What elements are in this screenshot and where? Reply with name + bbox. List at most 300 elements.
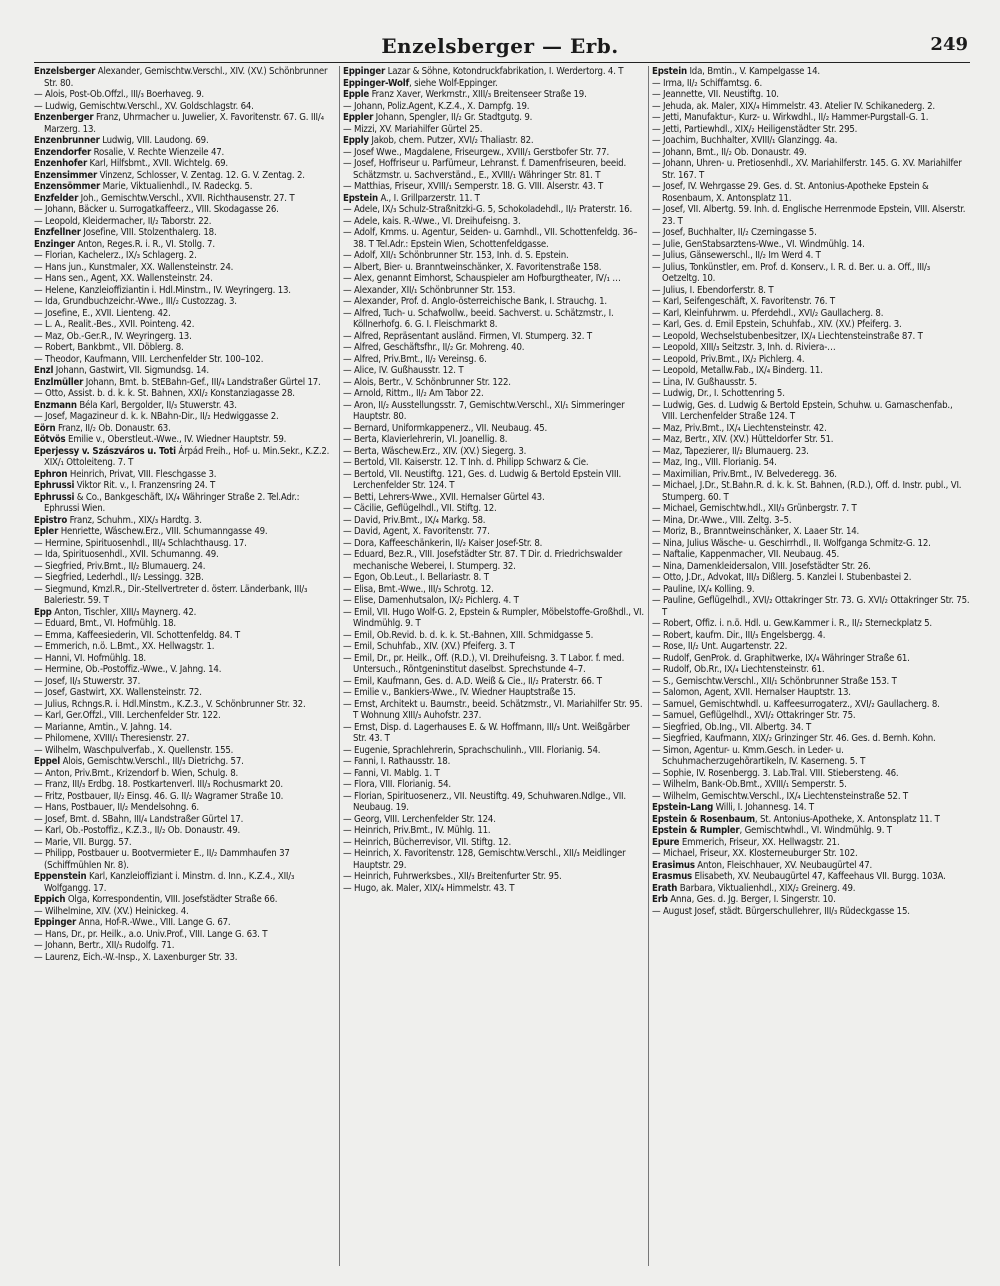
directory-entry <box>652 664 970 676</box>
entry-text: — Josef Wwe., Magdalene, Friseurgew., XVIII/₁ Gerstbofer Str. 77. <box>343 146 610 158</box>
directory-entry <box>343 653 645 676</box>
column-divider <box>339 66 340 1266</box>
entry-text: Alexander, Gemischtw.Verschl., XIV. (XV.) Schönbrunner Str. 80. <box>44 66 328 89</box>
directory-entry <box>34 354 336 366</box>
directory-entry <box>652 204 970 227</box>
directory-entry <box>343 101 645 113</box>
entry-text: — Robert, Offiz. i. n.ö. Hdl. u. Gew.Kammer i. R., II/₂ Sterneckplatz 5. <box>652 618 932 629</box>
entry-text: Lazar & Söhne, Kotondruckfabrikation, I. Werdertorg. 4. T <box>385 66 624 77</box>
entry-text: — Berta, Klavierlehrerin, VI. Joanellig. 8. <box>343 434 508 445</box>
directory-entry <box>652 618 970 630</box>
entry-surname: Enzenberger <box>34 112 94 123</box>
entry-text: — Samuel, Gemischtwhdl. u. Kaffeesurrogaterz., XVI/₂ Gaullacherg. 8. <box>652 698 940 710</box>
entry-text: — Adele, IX/₃ Schulz-Straßnitzki-G. 5, Schokoladehdl., II/₂ Praterstr. 16. <box>343 204 633 215</box>
directory-entry <box>652 802 970 814</box>
entry-text: — Heinrich, Bücherrevisor, VII. Stiftg. 12. <box>343 836 512 848</box>
directory-entry <box>652 101 970 113</box>
entry-text: — Otto, Assist. b. d. k. k. St. Bahnen, XXI/₂ Konstanziagasse 28. <box>34 388 295 399</box>
directory-entry <box>34 66 336 89</box>
directory-entry <box>343 250 645 262</box>
entry-text: — Hermine, Ob.-Postoffiz.-Wwe., V. Jahng. 14. <box>34 664 222 675</box>
directory-entry <box>343 699 645 722</box>
directory-entry <box>652 814 970 826</box>
entry-text: — Alfred, Tuch- u. Schafwollw., beeid. Sachverst. u. Schätzmstr., I. Köllnerhofg. 6. G. I. Fleischmarkt 8. <box>343 307 614 330</box>
directory-entry <box>34 492 336 515</box>
entry-text: Viktor Rit. v., I. Franzensring 24. T <box>74 480 216 491</box>
entry-text: — Fanni, VI. Mablg. 1. T <box>343 767 440 779</box>
directory-entry <box>343 607 645 630</box>
directory-entry <box>343 538 645 550</box>
directory-entry <box>34 906 336 918</box>
directory-entry <box>343 883 645 895</box>
directory-entry <box>34 687 336 699</box>
directory-entry <box>34 561 336 573</box>
entry-text: Josefine, VIII. Stolzenthalerg. 18. <box>80 227 217 238</box>
entry-surname: Epistro <box>34 514 68 526</box>
directory-entry <box>652 262 970 285</box>
entry-text: — Adolf, Kmms. u. Agentur, Seiden- u. Garnhdl., VII. Schottenfeldg. 36–38. T Tel.Adr.: Epstein Wien, Schottenfeldgasse. <box>343 227 638 250</box>
entry-text: — Josef, II/₃ Stuwerstr. 37. <box>34 675 141 687</box>
entry-text: — Simon, Agentur- u. Kmm.Gesch. in Leder- u. Schuhmacherzugehörartikeln, IV. Kaserneng. 5. T <box>652 744 866 767</box>
directory-entry <box>652 296 970 308</box>
entry-text: — Maz, Ob.-Ger.R., IV. Weyringerg. 13. <box>34 330 192 342</box>
entry-text: — Ernst, Architekt u. Baumstr., beeid. Schätzmstr., VI. Mariahilfer Str. 95. T Wohnung XIII/₃ Auhofstr. 237. <box>343 698 643 721</box>
directory-entry <box>34 204 336 216</box>
entry-text: — Leopold, Priv.Bmt., IX/₂ Pichlerg. 4. <box>652 353 805 365</box>
entry-text: — Helene, Kanzleioffiziantin i. Hdl.Minstm., IV. Weyringerg. 13. <box>34 284 291 296</box>
entry-surname: Enzelsberger <box>34 66 96 77</box>
entry-text: — Hanni, VI. Hofmühlg. 18. <box>34 652 146 664</box>
entry-text: — Leopold, Kleidermacher, II/₂ Taborstr. 22. <box>34 215 212 227</box>
directory-entry <box>652 423 970 435</box>
directory-entry <box>652 630 970 642</box>
directory-entry <box>343 78 645 90</box>
entry-surname: Eötvös <box>34 434 66 445</box>
entry-text: — Alfred, Priv.Bmt., II/₂ Vereinsg. 6. <box>343 353 487 365</box>
entry-text: — Emil, Dr., pr. Heilk., Off. (R.D.), VI. Dreihufeisng. 3. T Labor. f. med. Untersuch., Röntgeninstitut daselbst. Sprechstunde 4–7. <box>343 652 625 675</box>
entry-text: — Josef, Magazineur d. k. k. NBahn-Dir., II/₂ Hedwiggasse 2. <box>34 411 279 422</box>
directory-entry <box>343 124 645 136</box>
entry-text: Franz, Schuhm., XIX/₃ Hardtg. 3. <box>67 514 202 526</box>
directory-entry <box>343 584 645 596</box>
column-right <box>652 66 970 1266</box>
directory-entry <box>343 342 645 354</box>
entry-text: — Julius, I. Ebendorferstr. 8. T <box>652 284 774 296</box>
entry-surname: Ephron <box>34 468 68 480</box>
directory-entry <box>34 710 336 722</box>
directory-entry <box>34 469 336 481</box>
entry-text: — Ludwig, Dr., I. Schottenring 5. <box>652 388 785 399</box>
directory-entry <box>343 89 645 101</box>
directory-entry <box>34 676 336 688</box>
entry-text: Johann, Bmt. b. StEBahn-Gef., III/₄ Landstraßer Gürtel 17. <box>83 376 321 388</box>
entry-surname: Erath <box>652 882 678 894</box>
entry-text: — David, Agent, X. Favoritenstr. 77. <box>343 526 490 537</box>
directory-entry <box>652 561 970 573</box>
entry-text: — Siegfried, Kaufmann, XIX/₂ Grinzinger Str. 46. Ges. d. Bernh. Kohn. <box>652 733 936 744</box>
entry-text: — Samuel, Geflügelhdl., XVI/₂ Ottakringer Str. 75. <box>652 710 856 721</box>
entry-surname: Enzensömmer <box>34 181 101 192</box>
entry-text: — Lina, IV. Gußhausstr. 5. <box>652 376 757 388</box>
directory-entry <box>652 457 970 469</box>
directory-entry <box>343 296 645 308</box>
entry-surname: Erasimus <box>652 859 695 871</box>
directory-entry <box>343 526 645 538</box>
entry-text: — Aron, II/₂ Ausstellungsstr. 7, Gemischtw.Verschl., XI/₁ Simmeringer Hauptstr. 80. <box>343 399 625 422</box>
directory-entry <box>652 526 970 538</box>
entry-surname: Enzmann <box>34 399 77 411</box>
entry-text: — Ida, Spirituosenhdl., XVII. Schumanng. 49. <box>34 549 219 560</box>
directory-entry <box>343 377 645 389</box>
entry-text: — Bertold, VII. Kaiserstr. 12. T Inh. d. Philipp Schwarz & Cie. <box>343 457 589 468</box>
entry-text: — Karl, Ger.Offzl., VIII. Lerchenfelder Str. 122. <box>34 710 221 721</box>
entry-text: — Nina, Julius Wäsche- u. Geschirrhdl., II. Wolfganga Schmitz-G. 12. <box>652 537 931 549</box>
entry-text: — Nina, Damenkleidersalon, VIII. Josefstädter Str. 26. <box>652 560 871 572</box>
entry-surname: Epstein <box>343 192 378 204</box>
entry-surname: Eperjessy v. Szászváros u. Toti <box>34 445 176 457</box>
directory-entry <box>343 595 645 607</box>
entry-text: — Michael, Gemischtw.hdl., XII/₃ Grünbergstr. 7. T <box>652 503 857 514</box>
directory-entry <box>34 446 336 469</box>
directory-entry <box>343 365 645 377</box>
entry-text: — Hans sen., Agent, XX. Wallensteinstr. 24. <box>34 273 213 284</box>
entry-surname: Epstein-Lang <box>652 802 714 813</box>
entry-surname: Enzlmüller <box>34 376 84 388</box>
directory-entry <box>343 722 645 745</box>
directory-entry <box>343 572 645 584</box>
directory-entry <box>652 135 970 147</box>
entry-surname: Eppel <box>34 756 61 767</box>
entry-text: Marie, Viktualienhdl., IV. Radeckg. 5. <box>100 181 253 192</box>
column-divider <box>648 66 649 1266</box>
entry-surname: Enzensimmer <box>34 169 98 181</box>
directory-entry <box>34 388 336 400</box>
directory-entry <box>343 193 645 205</box>
directory-entry <box>652 480 970 503</box>
page-number: 249 <box>930 34 968 55</box>
entry-text: — Johann, Bmt., II/₂ Ob. Donaustr. 49. <box>652 146 807 158</box>
entry-text: Árpád Freih., Hof- u. Min.Sekr., K.Z.2. XIX/₁ Ottoleiteng. 7. T <box>44 445 330 468</box>
entry-surname: Epp <box>34 606 52 618</box>
entry-text: — Josefine, E., XVII. Lienteng. 42. <box>34 307 171 319</box>
directory-entry <box>652 158 970 181</box>
directory-entry <box>652 837 970 849</box>
entry-text: — Hermine, Spirituosenhdl., III/₄ Schlachthausg. 17. <box>34 537 247 549</box>
entry-surname: Epure <box>652 836 680 848</box>
entry-text: — Egon, Ob.Leut., I. Bellariastr. 8. T <box>343 572 489 583</box>
directory-entry <box>34 584 336 607</box>
entry-text: — Dora, Kaffeeschänkerin, II/₂ Kaiser Josef-Str. 8. <box>343 537 543 549</box>
directory-entry <box>343 515 645 527</box>
entry-surname: Enzfellner <box>34 227 81 238</box>
entry-text: — Michael, J.Dr., St.Bahn.R. d. k. k. St. Bahnen, (R.D.), Off. d. Instr. publ., VI. Stumperg. 60. T <box>652 480 962 503</box>
directory-entry <box>343 308 645 331</box>
directory-entry <box>652 653 970 665</box>
entry-surname: Enzendorfer <box>34 146 92 158</box>
entry-text: — Hans, Dr., pr. Heilk., a.o. Univ.Prof., VIII. Lange G. 63. T <box>34 928 268 940</box>
entry-text: — Rudolf, Ob.Rr., IX/₄ Liechtensteinstr. 61. <box>652 664 825 675</box>
directory-entry <box>34 480 336 492</box>
directory-entry <box>652 285 970 297</box>
entry-text: — Johann, Bäcker u. Surrogatkaffeerz., VIII. Skodagasse 26. <box>34 204 279 215</box>
directory-entry <box>34 848 336 871</box>
directory-entry <box>652 825 970 837</box>
directory-entry <box>34 101 336 113</box>
directory-entry <box>34 308 336 320</box>
directory-entry <box>34 929 336 941</box>
entry-text: Vinzenz, Schlosser, V. Zentag. 12. G. V. Zentag. 2. <box>97 169 305 181</box>
entry-text: Jakob, chem. Putzer, XVI/₂ Thaliastr. 82. <box>368 135 534 146</box>
entry-text: — Eduard, Bmt., VI. Hofmühlg. 18. <box>34 618 176 629</box>
entry-text: — Josef, IV. Wehrgasse 29. Ges. d. St. Antonius-Apotheke Epstein & Rosenbaum, X. Antonsplatz 11. <box>652 181 929 204</box>
directory-entry <box>34 699 336 711</box>
directory-entry <box>34 331 336 343</box>
directory-entry <box>652 446 970 458</box>
directory-entry <box>343 66 645 78</box>
directory-entry <box>652 745 970 768</box>
directory-entry <box>34 526 336 538</box>
entry-text: — Pauline, Geflügelhdl., XVI/₂ Ottakringer Str. 73. G. XVI/₂ Ottakringer Str. 75. T <box>652 595 970 618</box>
directory-entry <box>34 250 336 262</box>
directory-entry <box>34 825 336 837</box>
directory-entry <box>34 733 336 745</box>
directory-entry <box>652 147 970 159</box>
entry-surname: Ephrussi <box>34 491 75 503</box>
directory-entry <box>34 814 336 826</box>
entry-text: Willi, I. Johannesg. 14. T <box>713 802 814 813</box>
entry-text: Barbara, Viktualienhdl., XIX/₂ Greinerg. 49. <box>677 882 856 894</box>
entry-text: — Siegfried, Ob.Ing., VII. Albertg. 34. T <box>652 721 812 733</box>
entry-text: — Otto, J.Dr., Advokat, III/₃ Dißlerg. 5. Kanzlei I. Stubenbastei 2. <box>652 572 912 583</box>
entry-surname: Eppich <box>34 894 66 905</box>
directory-entry <box>34 434 336 446</box>
directory-entry <box>343 331 645 343</box>
entry-text: — Emil, VII. Hugo Wolf-G. 2, Epstein & Rumpler, Möbelstoffe-Großhdl., VI. Windmühlg. 9. T <box>343 606 644 629</box>
entry-text: — Julius, Gänsewerschl., II/₂ Im Werd 4. T <box>652 250 821 261</box>
entry-text: — Cäcilie, Geflügelhdl., VII. Stiftg. 12. <box>343 503 497 514</box>
directory-entry <box>34 894 336 906</box>
entry-text: & Co., Bankgeschäft, IX/₄ Währinger Straße 2. Tel.Adr.: Ephrussi Wien. <box>44 491 300 514</box>
entry-surname: Enzfelder <box>34 192 79 204</box>
directory-entry <box>34 745 336 757</box>
directory-entry <box>343 227 645 250</box>
entry-surname: Eppenstein <box>34 871 87 882</box>
directory-entry <box>343 469 645 492</box>
entry-text: — Emil, Ob.Revid. b. d. k. k. St.-Bahnen, XIII. Schmidgasse 5. <box>343 629 594 641</box>
directory-entry <box>343 676 645 688</box>
entry-text: Ida, Bmtin., V. Kampelgasse 14. <box>686 66 820 77</box>
entry-text: Anton, Reges.R. i. R., VI. Stollg. 7. <box>74 238 215 250</box>
directory-entry <box>343 434 645 446</box>
directory-entry <box>652 722 970 734</box>
entry-text: — Arnold, Rittm., II/₂ Am Tabor 22. <box>343 388 484 399</box>
entry-text: , St. Antonius-Apotheke, X. Antonsplatz 11. T <box>754 813 940 825</box>
directory-entry <box>34 802 336 814</box>
entry-text: — Philipp, Postbauer u. Bootvermieter E., II/₂ Dammhaufen 37 (Schiffmühlen Nr. 8). <box>34 848 290 871</box>
directory-entry <box>34 296 336 308</box>
directory-entry <box>343 446 645 458</box>
entry-text: — Rudolf, GenProk. d. Graphitwerke, IX/₄ Währinger Straße 61. <box>652 652 910 664</box>
directory-entry <box>652 308 970 320</box>
directory-entry <box>652 377 970 389</box>
entry-text: — Robert, kaufm. Dir., III/₃ Engelsbergg. 4. <box>652 629 826 641</box>
entry-text: — Theodor, Kaufmann, VIII. Lerchenfelder Str. 100–102. <box>34 353 264 365</box>
directory-entry <box>343 745 645 757</box>
page-header <box>0 30 1000 64</box>
directory-entry <box>652 112 970 124</box>
entry-text: — Emmerich, n.ö. L.Bmt., XX. Hellwagstr. 1. <box>34 641 215 652</box>
directory-entry <box>343 400 645 423</box>
entry-text: — Irma, II/₂ Schiffamtsg. 6. <box>652 77 763 89</box>
directory-entry <box>652 906 970 918</box>
directory-entry <box>652 733 970 745</box>
directory-entry <box>652 676 970 688</box>
entry-text: Anton, Tischler, XIII/₃ Maynerg. 42. <box>51 606 197 618</box>
directory-entry <box>343 354 645 366</box>
directory-entry <box>652 549 970 561</box>
directory-entry <box>34 158 336 170</box>
directory-entry <box>34 837 336 849</box>
entry-text: Karl, Hilfsbmt., XVII. Wichtelg. 69. <box>87 158 228 169</box>
entry-text: — Ernst, Disp. d. Lagerhauses E. & W. Hoffmann, III/₃ Unt. Weißgärber Str. 43. T <box>343 721 630 744</box>
entry-text: — Hans jun., Kunstmaler, XX. Wallensteinstr. 24. <box>34 261 234 273</box>
entry-surname: Epple <box>343 89 370 100</box>
entry-text: — Florian, Kachelerz., IX/₃ Schlagerg. 2. <box>34 250 197 261</box>
entry-text: — Emil, Schuhfab., XIV. (XV.) Pfeiferg. 3. T <box>343 641 515 652</box>
entry-text: Alois, Gemischtw.Verschl., III/₃ Dietrichg. 57. <box>60 756 244 767</box>
entry-surname: Eörn <box>34 422 56 434</box>
entry-text: — Rose, II/₂ Unt. Augartenstr. 22. <box>652 641 788 652</box>
directory-entry <box>34 170 336 182</box>
directory-entry <box>343 641 645 653</box>
directory-entry <box>652 66 970 78</box>
entry-surname: Epply <box>343 135 369 146</box>
entry-text: — Alice, IV. Gußhausstr. 12. T <box>343 365 464 376</box>
directory-entry <box>652 584 970 596</box>
entry-text: — Johann, Poliz.Agent, K.Z.4., X. Dampfg. 19. <box>343 100 530 112</box>
entry-text: Béla Karl, Bergolder, II/₃ Stuwerstr. 43. <box>76 399 237 411</box>
entry-text: — Josef, Hoffriseur u. Parfümeur, Lehranst. f. Damenfriseuren, beeid. Schätzmstr. u. Sachverständ., E., XVIII/₁ Währinger Str. 81. T <box>343 158 626 181</box>
directory-entry <box>652 641 970 653</box>
entry-text: A., I. Grillparzerstr. 11. T <box>377 192 480 204</box>
entry-text: — Julius, Rchngs.R. i. Hdl.Minstm., K.Z.3., V. Schönbrunner Str. 32. <box>34 698 306 710</box>
directory-entry <box>652 687 970 699</box>
entry-text: — Alex, genannt Eimhorst, Schauspieler am Hofburgtheater, IV/₁ … <box>343 273 621 284</box>
entry-surname: Eppinger <box>343 66 386 77</box>
directory-entry <box>34 285 336 297</box>
directory-entry <box>343 779 645 791</box>
directory-entry <box>652 342 970 354</box>
entry-text: — Leopold, Wechselstubenbesitzer, IX/₄ Liechtensteinstraße 87. T <box>652 330 923 342</box>
directory-entry <box>652 871 970 883</box>
directory-entry <box>343 285 645 297</box>
entry-text: — Marianne, Amtin., V. Jahng. 14. <box>34 721 172 733</box>
entry-text: Anton, Fleischhauer, XV. Neubaugürtel 47. <box>694 859 873 871</box>
directory-entry <box>34 227 336 239</box>
entry-text: — Heinrich, Fuhrwerksbes., XII/₃ Breitenfurter Str. 95. <box>343 871 562 882</box>
entry-surname: Epstein <box>652 66 687 77</box>
directory-entry <box>34 423 336 435</box>
entry-text: Elisabeth, XV. Neubaugürtel 47, Kaffeehaus VII. Burgg. 103A. <box>692 871 946 882</box>
directory-entry <box>652 503 970 515</box>
entry-text: — David, Priv.Bmt., IX/₄ Markg. 58. <box>343 514 486 526</box>
directory-entry <box>34 342 336 354</box>
entry-text: Joh., Gemischtw.Verschl., XVII. Richthausenstr. 27. T <box>78 192 295 204</box>
directory-entry <box>652 572 970 584</box>
directory-entry <box>652 354 970 366</box>
entry-text: — Elise, Damenhutsalon, IX/₂ Pichlerg. 4. T <box>343 595 519 606</box>
entry-text: — Emil, Kaufmann, Ges. d. A.D. Weiß & Cie., II/₂ Praterstr. 66. T <box>343 675 602 687</box>
directory-entry <box>34 89 336 101</box>
entry-text: — Josef, Gastwirt, XX. Wallensteinstr. 72. <box>34 687 202 698</box>
entry-text: — Ludwig, Ges. d. Ludwig & Bertold Epstein, Schuhw. u. Gamaschenfab., VIII. Lerchenfelder Straße 124. T <box>652 399 953 422</box>
entry-surname: Eppler <box>343 112 374 123</box>
directory-entry <box>652 331 970 343</box>
entry-text: — Hugo, ak. Maler, XIX/₄ Himmelstr. 43. T <box>343 882 515 894</box>
directory-entry <box>343 825 645 837</box>
directory-entry <box>343 423 645 435</box>
entry-text: — Julius, Tonkünstler, em. Prof. d. Konserv., I. R. d. Ber. u. a. Off., III/₃ Oetzeltg. 10. <box>652 261 930 284</box>
entry-text: — Wilhelm, Gemischtw.Verschl., IX/₄ Liechtensteinstraße 52. T <box>652 790 908 802</box>
directory-entry <box>652 227 970 239</box>
entry-text: — Maz, Tapezierer, II/₂ Blumauerg. 23. <box>652 445 809 457</box>
directory-entry <box>34 400 336 412</box>
directory-entry <box>34 135 336 147</box>
directory-entry <box>34 618 336 630</box>
entry-text: — Alexander, XII/₁ Schönbrunner Str. 153. <box>343 284 516 296</box>
entry-text: — Alois, Post-Ob.Offzl., III/₃ Boerhaveg. 9. <box>34 89 204 100</box>
entry-text: — L. A., Realit.-Bes., XVII. Pointeng. 42. <box>34 319 195 330</box>
entry-text: — Fanni, I. Rathausstr. 18. <box>343 756 451 767</box>
entry-text: — Julie, GenStabsarztens-Wwe., VI. Windmühlg. 14. <box>652 238 865 250</box>
entry-text: — Wilhelm, Bank-Ob.Bmt., XVIII/₁ Semperstr. 5. <box>652 779 847 790</box>
entry-text: — Michael, Friseur, XX. Klosterneuburger Str. 102. <box>652 848 858 859</box>
directory-entry <box>34 193 336 205</box>
entry-text: — Florian, Spirituosenerz., VII. Neustiftg. 49, Schuhwaren.Ndlge., VII. Neubaug. 19. <box>343 790 626 813</box>
directory-entry <box>343 756 645 768</box>
entry-text: , siehe Wolf-Eppinger. <box>409 77 498 89</box>
directory-entry <box>343 630 645 642</box>
entry-text: — Jehuda, ak. Maler, XIX/₄ Himmelstr. 43. Atelier IV. Schikanederg. 2. <box>652 100 935 112</box>
entry-text: Henriette, Wäschew.Erz., VIII. Schumanngasse 49. <box>58 526 268 537</box>
entry-text: — Wilhelm, Waschpulverfab., X. Quellenstr. 155. <box>34 744 234 756</box>
entry-text: — Sophie, IV. Rosenbergg. 3. Lab.Tral. VIII. Stiebersteng. 46. <box>652 767 899 779</box>
directory-entry <box>343 181 645 193</box>
directory-entry <box>652 89 970 101</box>
entry-text: Johann, Spengler, II/₂ Gr. Stadtgutg. 9. <box>373 112 533 123</box>
entry-text: — Moriz, B., Branntweinschänker, X. Laaer Str. 14. <box>652 526 860 537</box>
entry-text: — Emilie v., Bankiers-Wwe., IV. Wiedner Hauptstraße 15. <box>343 687 576 698</box>
entry-surname: Enzinger <box>34 238 75 250</box>
entry-text: — Karl, Ges. d. Emil Epstein, Schuhfab., XIV. (XV.) Pfeiferg. 3. <box>652 319 902 330</box>
entry-text: Franz, Uhrmacher u. Juwelier, X. Favoritenstr. 67. G. III/₄ Marzerg. 13. <box>44 112 324 135</box>
directory-entry <box>652 388 970 400</box>
directory-entry <box>343 549 645 572</box>
entry-text: — Johann, Uhren- u. Pretiosenhdl., XV. Mariahilferstr. 145. G. XV. Mariahilfer Str. 167. T <box>652 158 962 181</box>
entry-text: — Karl, Ob.-Postoffiz., K.Z.3., II/₂ Ob. Donaustr. 49. <box>34 825 241 836</box>
entry-surname: Eppinger <box>34 917 77 928</box>
directory-entry <box>34 572 336 584</box>
directory-entry <box>34 871 336 894</box>
directory-entry <box>343 273 645 285</box>
entry-text: — Emma, Kaffeesiederin, VII. Schottenfeldg. 84. T <box>34 629 240 641</box>
entry-text: — Jeannette, VII. Neustiftg. 10. <box>652 89 779 100</box>
entry-text: — Josef, VII. Albertg. 59. Inh. d. Englische Herrenmode Epstein, VIII. Alserstr. 23. T <box>652 204 966 227</box>
directory-entry <box>343 388 645 400</box>
entry-text: — Anton, Priv.Bmt., Krizendorf b. Wien, Schulg. 8. <box>34 767 239 779</box>
directory-entry <box>34 411 336 423</box>
directory-entry <box>652 595 970 618</box>
